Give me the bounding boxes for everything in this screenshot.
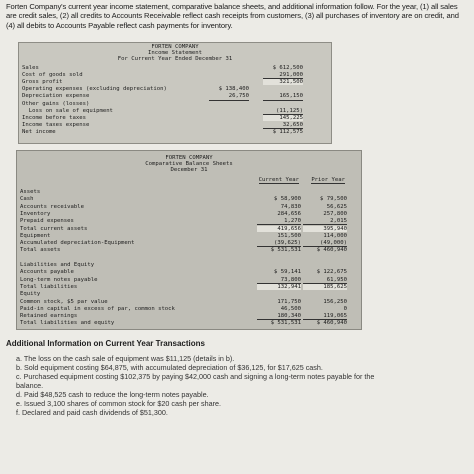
additional-info-item: f. Declared and paid cash dividends of $51,300. xyxy=(16,408,168,417)
balance-row-current: 74,830 xyxy=(280,203,301,210)
income-row xyxy=(19,79,331,85)
income-row-value-1: 26,750 xyxy=(209,93,249,100)
income-statement xyxy=(18,42,332,144)
income-statement-company: FORTEN COMPANY xyxy=(151,44,199,50)
balance-row-current: 284,656 xyxy=(277,210,301,217)
balance-row-current: (39,625) xyxy=(257,240,301,247)
balance-row-prior: $ 79,500 xyxy=(320,196,347,203)
balance-row xyxy=(17,218,361,224)
balance-row-label: Long-term notes payable xyxy=(20,276,98,283)
income-row-value-2: 165,150 xyxy=(263,93,303,100)
balance-row-prior: 395,940 xyxy=(303,226,347,232)
balance-row xyxy=(17,211,361,217)
balance-row-prior: $ 122,675 xyxy=(316,269,347,276)
balance-row-prior: 61,950 xyxy=(303,277,347,284)
balance-row-label: Common stock, $5 par value xyxy=(20,298,108,305)
income-row-label: Gross profit xyxy=(22,79,63,86)
income-row xyxy=(19,129,331,135)
balance-row xyxy=(17,226,361,232)
income-row xyxy=(19,108,331,114)
balance-row-current: 180,340 xyxy=(257,313,301,320)
balance-row xyxy=(17,291,361,297)
prior-year-header: Prior Year xyxy=(311,177,345,183)
additional-info-item: balance. xyxy=(16,381,44,390)
balance-row-current: $ 59,141 xyxy=(274,269,301,276)
balance-row xyxy=(17,299,361,305)
balance-row-current: 132,941 xyxy=(257,284,301,290)
balance-row-prior: 0 xyxy=(343,305,347,312)
balance-row-prior: 257,800 xyxy=(323,210,347,217)
balance-row-current: $ 531,531 xyxy=(270,320,301,327)
balance-row xyxy=(17,255,361,261)
balance-row-label: Total current assets xyxy=(20,225,88,232)
balance-row-label: Inventory xyxy=(20,210,51,217)
balance-row xyxy=(17,262,361,268)
balance-row-label: Accounts payable xyxy=(20,269,74,276)
balance-row-label: Accounts receivable xyxy=(20,203,84,210)
income-row xyxy=(19,122,331,128)
balance-row-label: Total liabilities xyxy=(20,283,78,290)
income-row xyxy=(19,86,331,92)
balance-row-label: Equipment xyxy=(20,232,51,239)
balance-row-label: Total liabilities and equity xyxy=(20,320,115,327)
balance-sheet-period: December 31 xyxy=(170,167,208,173)
income-row-value-2: 32,650 xyxy=(263,122,303,129)
income-row-value-2: 291,000 xyxy=(263,72,303,79)
additional-info-item: d. Paid $48,525 cash to reduce the long-term notes payable. xyxy=(16,390,209,399)
income-row-label: Operating expenses (excluding depreciation) xyxy=(22,86,167,93)
income-row-label: Sales xyxy=(22,65,39,71)
balance-row-label: Paid-in capital in excess of par, common stock xyxy=(20,305,175,312)
balance-row-label: Assets xyxy=(20,189,41,195)
additional-info-item: c. Purchased equipment costing $102,375 by paying $42,000 cash and signing a long-term notes payable for the xyxy=(16,372,375,381)
balance-row-prior: 114,000 xyxy=(323,232,347,239)
income-row xyxy=(19,101,331,107)
income-row-label: Other gains (losses) xyxy=(22,100,90,107)
balance-row-label: Prepaid expenses xyxy=(20,218,74,225)
income-row-label: Cost of goods sold xyxy=(22,72,83,79)
balance-row xyxy=(17,247,361,253)
additional-info-title: Additional Information on Current Year Transactions xyxy=(6,339,205,348)
balance-row-current: 171,750 xyxy=(277,298,301,305)
balance-row-current: $ 531,531 xyxy=(270,247,301,254)
additional-info-item: a. The loss on the cash sale of equipment was $11,125 (details in b). xyxy=(16,354,235,363)
balance-row-label: Total assets xyxy=(20,247,61,254)
income-statement-title: Income Statement xyxy=(148,50,202,56)
balance-row xyxy=(17,240,361,246)
additional-info-item: b. Sold equipment costing $64,875, with accumulated depreciation of $36,125, for $17,625 cash. xyxy=(16,363,323,372)
balance-row-label: Cash xyxy=(20,196,34,203)
balance-row-label: Retained earnings xyxy=(20,313,78,320)
balance-row-current: 419,656 xyxy=(257,226,301,232)
balance-row-prior: 119,065 xyxy=(303,313,347,320)
current-year-header: Current Year xyxy=(258,177,299,183)
balance-row-prior: 185,625 xyxy=(303,284,347,290)
balance-row xyxy=(17,313,361,319)
income-row-value-2: 145,225 xyxy=(263,115,303,121)
balance-row xyxy=(17,277,361,283)
balance-row-current: 73,800 xyxy=(257,277,301,284)
balance-row-current: $ 58,900 xyxy=(274,196,301,203)
income-row xyxy=(19,115,331,121)
balance-row-prior: 2,015 xyxy=(303,218,347,225)
balance-row-current: 151,500 xyxy=(277,232,301,239)
balance-row xyxy=(17,320,361,326)
balance-row-prior: (49,000) xyxy=(303,240,347,247)
income-row xyxy=(19,93,331,99)
balance-sheet-title: Comparative Balance Sheets xyxy=(145,161,233,167)
additional-info-item: e. Issued 3,100 shares of common stock for $20 cash per share. xyxy=(16,399,221,408)
balance-row-label: Equity xyxy=(20,291,41,298)
balance-row-prior: $ 460,940 xyxy=(316,247,347,254)
income-row-label: Income before taxes xyxy=(22,114,86,121)
income-row-value-2: (11,125) xyxy=(263,108,303,115)
balance-row xyxy=(17,233,361,239)
income-row xyxy=(19,72,331,78)
income-statement-period: For Current Year Ended December 31 xyxy=(117,56,233,62)
balance-row xyxy=(17,306,361,312)
income-row-value-2: $ 612,500 xyxy=(272,65,303,71)
balance-row xyxy=(17,204,361,210)
balance-sheet-company: FORTEN COMPANY xyxy=(165,155,213,161)
balance-row-prior: 156,250 xyxy=(323,298,347,305)
income-row-value-2: 321,500 xyxy=(263,79,303,85)
balance-row xyxy=(17,196,361,202)
balance-row-label: Liabilities and Equity xyxy=(20,262,95,268)
balance-row-current: 46,500 xyxy=(280,305,301,312)
income-row-label: Loss on sale of equipment xyxy=(22,107,113,114)
income-row-value-2: $ 112,575 xyxy=(272,128,303,135)
income-row-label: Net income xyxy=(22,128,56,135)
additional-info-list xyxy=(16,354,466,417)
balance-row-label: Accumulated depreciation-Equipment xyxy=(20,240,135,247)
income-row-label: Depreciation expense xyxy=(22,93,90,100)
income-row xyxy=(19,65,331,71)
balance-row xyxy=(17,269,361,275)
balance-row-prior: 56,625 xyxy=(326,203,347,210)
income-row-label: Income taxes expense xyxy=(22,121,90,128)
income-row-value-1: $ 138,400 xyxy=(218,86,249,93)
balance-row xyxy=(17,189,361,195)
balance-row xyxy=(17,284,361,290)
balance-row-prior: $ 460,940 xyxy=(316,320,347,327)
balance-row-current: 1,270 xyxy=(257,218,301,225)
problem-intro: Forten Company's current year income statement, comparative balance sheets, and additional information follow. For the year, (1) all sales are credit sales, (2) all credits to Accounts Receivable reflect cash receipts from customers, (3) all purchases of inventory are on credit, and (4) all debits to Accounts Payable reflect cash payments for inventory. xyxy=(6,2,459,30)
balance-sheet xyxy=(16,150,362,330)
